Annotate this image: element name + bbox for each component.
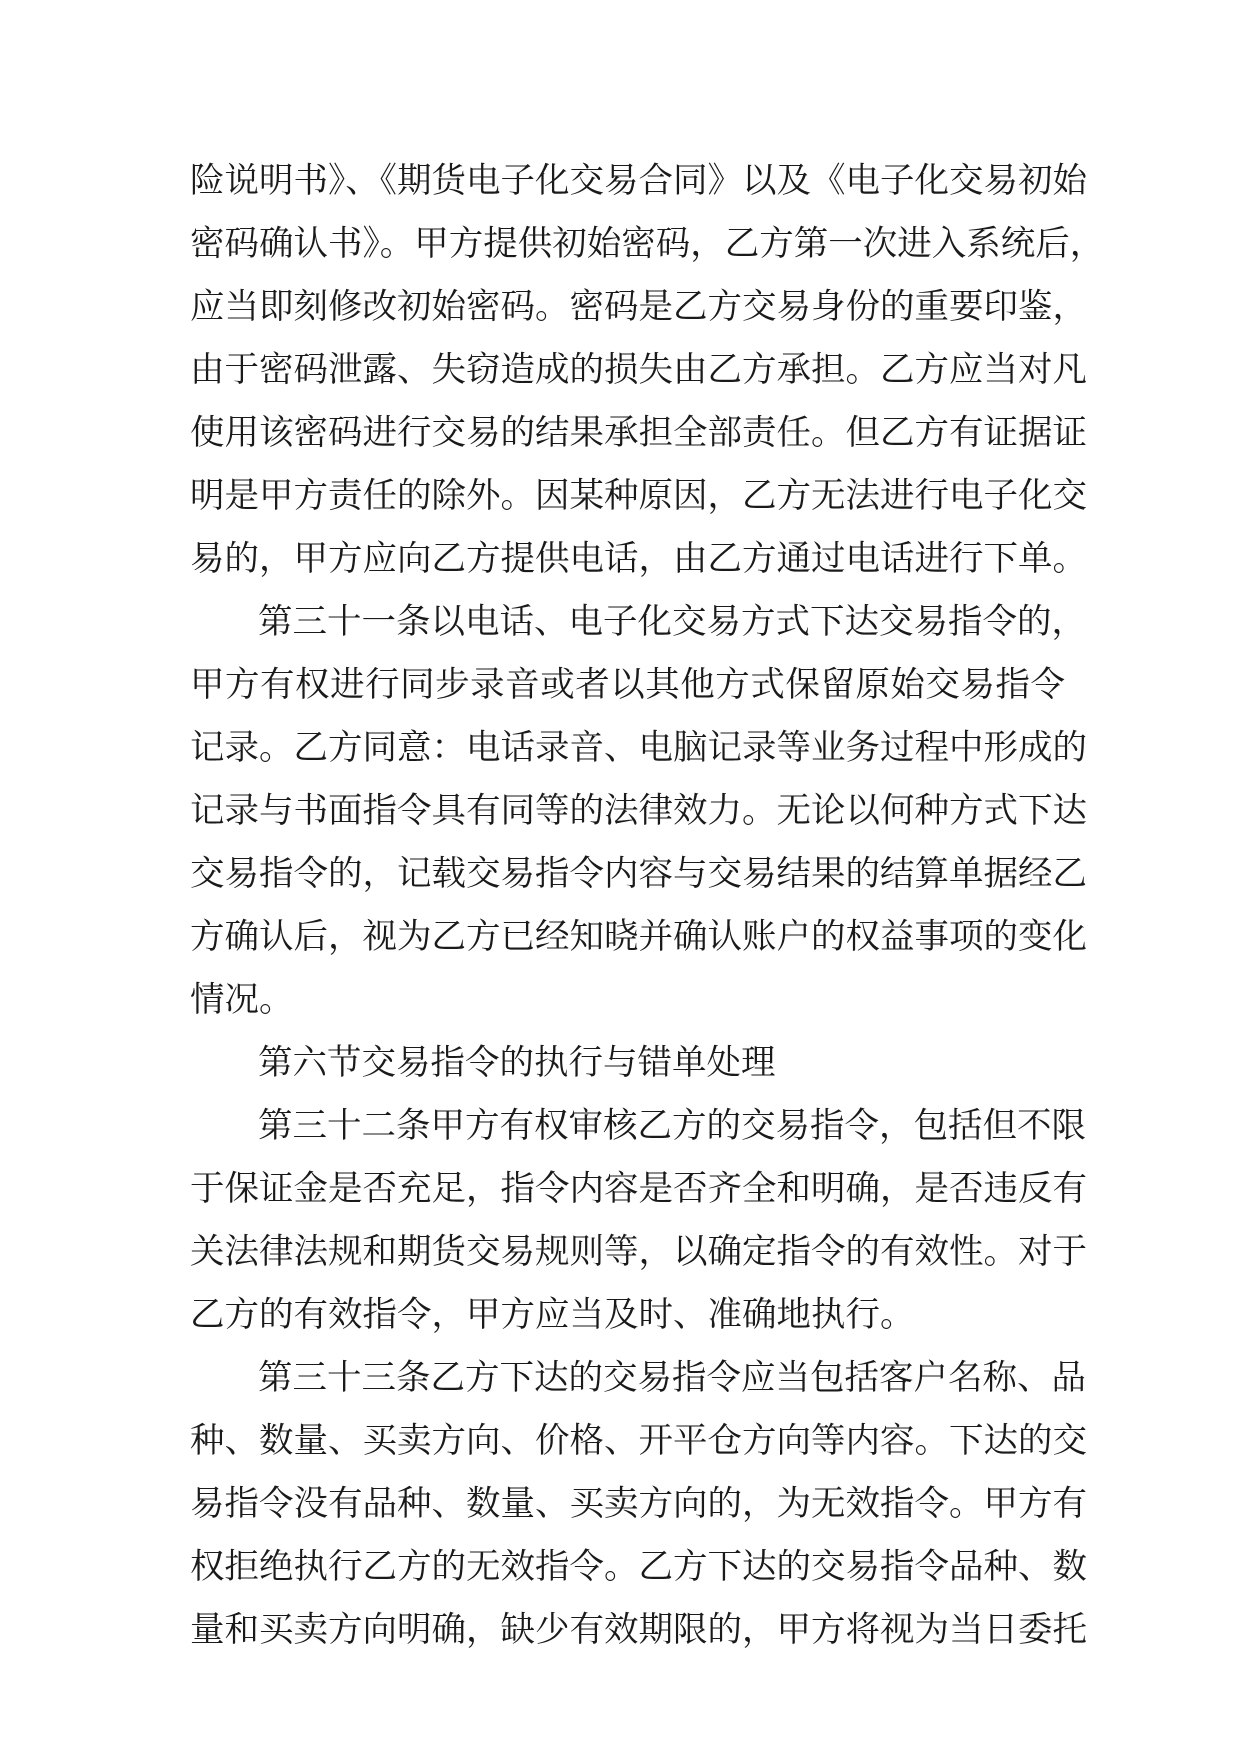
text-line: 由于密码泄露、失窃造成的损失由乙方承担。乙方应当对凡 [190, 350, 1087, 390]
text-line: 方确认后，视为乙方已经知晓并确认账户的权益事项的变化 [190, 917, 1087, 957]
text-line: 乙方的有效指令，甲方应当及时、准确地执行。 [190, 1295, 915, 1335]
text-line: 第三十一条以电话、电子化交易方式下达交易指令的， [258, 602, 1086, 642]
text-line: 交易指令的，记载交易指令内容与交易结果的结算单据经乙 [190, 854, 1087, 894]
text-line: 密码确认书》。甲方提供初始密码，乙方第一次进入系统后， [190, 224, 1105, 264]
text-line: 记录与书面指令具有同等的法律效力。无论以何种方式下达 [190, 791, 1087, 831]
text-line: 种、数量、买卖方向、价格、开平仓方向等内容。下达的交 [190, 1421, 1087, 1461]
text-line: 甲方有权进行同步录音或者以其他方式保留原始交易指令 [190, 665, 1065, 705]
text-line: 使用该密码进行交易的结果承担全部责任。但乙方有证据证 [190, 413, 1087, 453]
text-line: 易的，甲方应向乙方提供电话，由乙方通过电话进行下单。 [190, 539, 1087, 579]
text-line: 关法律法规和期货交易规则等，以确定指令的有效性。对于 [190, 1232, 1087, 1272]
text-line: 易指令没有品种、数量、买卖方向的，为无效指令。甲方有 [190, 1484, 1087, 1524]
text-line: 第三十二条甲方有权审核乙方的交易指令，包括但不限 [258, 1106, 1086, 1146]
text-line: 于保证金是否充足，指令内容是否齐全和明确，是否违反有 [190, 1169, 1087, 1209]
text-line: 记录。乙方同意：电话录音、电脑记录等业务过程中形成的 [190, 728, 1087, 768]
text-line: 明是甲方责任的除外。因某种原因，乙方无法进行电子化交 [190, 476, 1087, 516]
text-line: 应当即刻修改初始密码。密码是乙方交易身份的重要印鉴， [190, 287, 1087, 327]
text-line: 情况。 [190, 980, 294, 1020]
text-line: 险说明书》、《期货电子化交易合同》以及《电子化交易初始 [190, 161, 1087, 201]
text-line: 量和买卖方向明确，缺少有效期限的，甲方将视为当日委托 [190, 1610, 1087, 1650]
document-body [190, 150, 1105, 1662]
text-line: 权拒绝执行乙方的无效指令。乙方下达的交易指令品种、数 [190, 1547, 1087, 1587]
text-line: 第三十三条乙方下达的交易指令应当包括客户名称、品 [258, 1358, 1086, 1398]
text-line: 第六节交易指令的执行与错单处理 [258, 1043, 776, 1083]
